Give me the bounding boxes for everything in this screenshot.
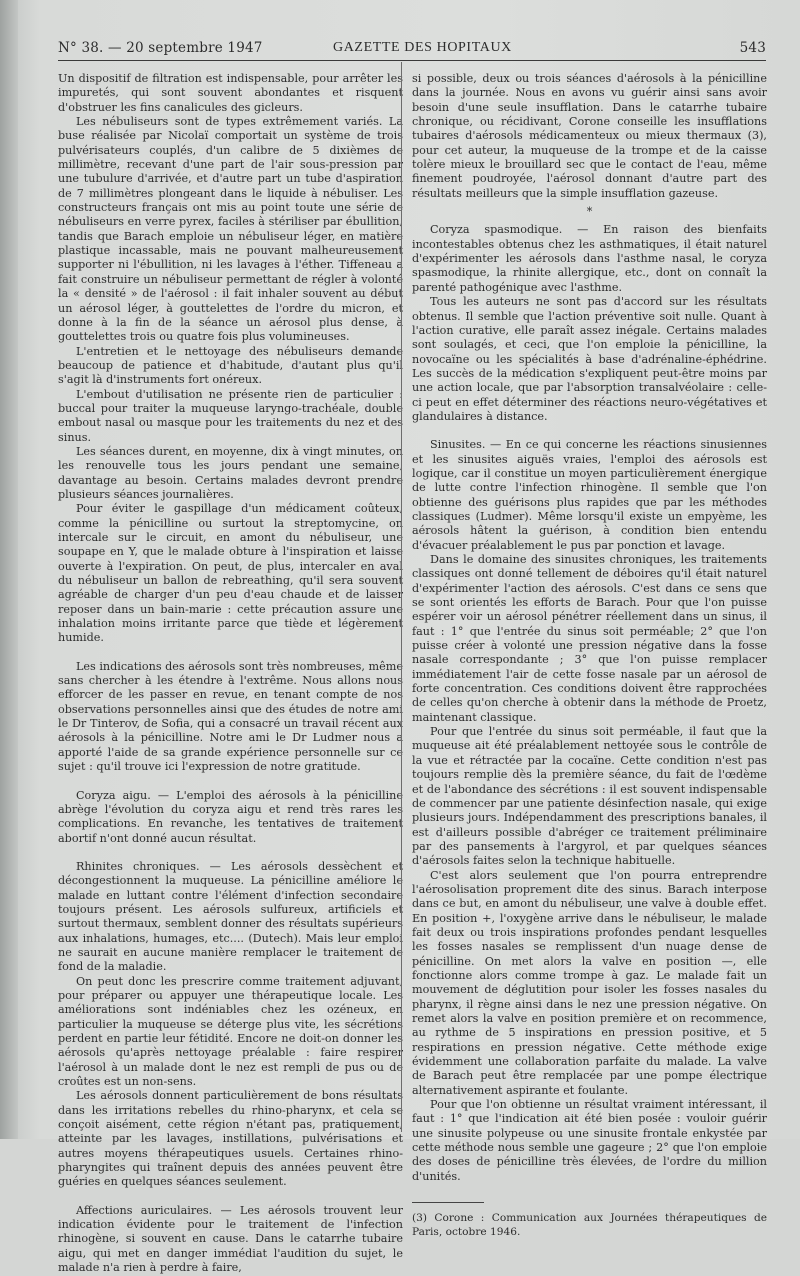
paragraph: L'embout d'utilisation ne présente rien de particulier : buccal pour traiter la muqueuse laryngo-trachéale, double embout nasal ou masque pour les traitements du nez et des sinus. bbox=[58, 387, 403, 444]
paragraph: Les aérosols donnent particulièrement de bons résultats dans les irritations rebelles du rhino-pharynx, et cela se conçoit aisément, cette région n'étant pas, pratiquement, atteinte par les lavages, instillations, pulvérisations et autres moyens thérapeutiques usuels. Certaines rhino-pharyngites qui traînent depuis des années peuvent être guéries en quelques séances seulement. bbox=[58, 1089, 403, 1189]
footnote: (3) Corone : Communication aux Journées thérapeutiques de Paris, octobre 1946. bbox=[412, 1212, 767, 1239]
paragraph: Tous les auteurs ne sont pas d'accord sur les résultats obtenus. Il semble que l'action préventive soit nulle. Quant à l'action curative, elle paraît assez inégale. Certains malades sont soulagés, et ceci, que l'on emploie la pénicilline, la novocaïne ou les spécialités à base d'adrénaline-éphédrine. Les succès de la médication s'expliquent peut-être moins par une action locale, que par l'absorption transalvéolaire : celle-ci peut en effet déterminer des réactions neuro-végétatives et glandulaires à distance. bbox=[412, 295, 767, 423]
issue-date: N° 38. — 20 septembre 1947 bbox=[58, 40, 263, 56]
paragraph: * bbox=[586, 205, 593, 219]
left-column bbox=[58, 72, 403, 1276]
paragraph: On peut donc les prescrire comme traitement adjuvant, pour préparer ou appuyer une thérapeutique locale. Les améliorations sont indéniables chez les ozéneux, en particulier la muqueuse se déterge plus vite, les sécrétions perdent en partie leur fétidité. Encore ne doit-on donner les aérosols qu'après nettoyage préalable : faire respirer l'aérosol à un malade dont le nez est rempli de pus ou de croûtes est un non-sens. bbox=[58, 974, 403, 1089]
header-rule bbox=[58, 60, 766, 61]
journal-title: GAZETTE DES HOPITAUX bbox=[333, 40, 512, 55]
paragraph: Pour que l'on obtienne un résultat vraiment intéressant, il faut : 1° que l'indication ait été bien posée : vouloir guérir une sinusite polypeuse ou une sinusite frontale enkystée par cette méthode nous semble une gageure ; 2° que l'on emploie des doses de pénicilline très élevées, de l'ordre du million d'unités. bbox=[412, 1098, 767, 1183]
footnote-rule bbox=[412, 1202, 484, 1203]
paragraph: Un dispositif de filtration est indispensable, pour arrêter les impuretés, qui sont souvent abondantes et risquent d'obstruer les fins canalicules des gicleurs. bbox=[58, 72, 403, 114]
paragraph: Pour éviter le gaspillage d'un médicament coûteux, comme la pénicilline ou surtout la streptomycine, on intercale sur le circuit, en amont du nébuliseur, une soupape en Y, que le malade obture à l'inspiration et laisse ouverte à l'expiration. On peut, de plus, intercaler en aval du nébuliseur un ballon de rebreathing, qu'il sera souvent agréable de charger d'un peu d'eau chaude et de laisser reposer dans un bain-marie : cette précaution assure une inhalation moins irritante parce que tiède et légèrement humide. bbox=[58, 502, 403, 645]
paragraph: Coryza spasmodique. — En raison des bienfaits incontestables obtenus chez les asthmatiques, il était naturel d'expérimenter les aérosols dans l'asthme nasal, le coryza spasmodique, la rhinite allergique, etc., dont on connaît la parenté pathogénique avec l'asthme. bbox=[412, 223, 767, 294]
paragraph: Les nébuliseurs sont de types extrêmement variés. La buse réalisée par Nicolaï comportait un système de trois pulvérisateurs couplés, d'un calibre de 5 dixièmes de millimètre, recevant d'une part de l'air sous-pression par une tubulure d'arrivée, et d'autre part un tube d'aspiration de 7 millimètres plongeant dans le liquide à nébuliser. Les constructeurs français ont mis au point toute une série de nébuliseurs en verre pyrex, faciles à stériliser par ébullition, tandis que Barach emploie un nébuliseur léger, en matière plastique incassable, mais ne pouvant malheureusement supporter ni l'ébullition, ni les lavages à l'éther. Tiffeneau a fait construire un nébuliseur permettant de régler à volonté la « densité » de l'aérosol : il fait inhaler souvent au début un aérosol léger, à gouttelettes de l'ordre du micron, et donne à la fin de la séance un aérosol plus dense, à gouttelettes trois ou quatre fois plus volumineuses. bbox=[58, 115, 403, 344]
paragraph: Les séances durent, en moyenne, dix à vingt minutes, on les renouvelle tous les jours pendant une semaine, davantage au besoin. Certains malades devront prendre plusieurs séances journalières. bbox=[58, 444, 403, 501]
paragraph: Les indications des aérosols sont très nombreuses, même sans chercher à les étendre à l'extrême. Nous allons nous efforcer de les passer en revue, en tenant compte de nos observations personnelles ainsi que des études de notre ami le Dr Tinterov, de Sofia, qui a consacré un travail récent aux aérosols à la pénicilline. Notre ami le Dr Ludmer nous a apporté l'aide de sa grande expérience personnelle sur ce sujet : qu'il trouve ici l'expression de notre gratitude. bbox=[58, 659, 403, 774]
paragraph: L'entretien et le nettoyage des nébuliseurs demande beaucoup de patience et d'habitude, d'autant plus qu'il s'agit là d'instruments fort onéreux. bbox=[58, 344, 403, 387]
column-divider bbox=[401, 62, 402, 1132]
page-binding-edge bbox=[0, 0, 18, 1139]
paragraph: si possible, deux ou trois séances d'aérosols à la pénicilline dans la journée. Nous en avons vu guérir ainsi sans avoir besoin d'une seule insufflation. Dans le catarrhe tubaire chronique, ou récidivant, Corone conseille les insufflations tubaires d'aérosols médicamenteux ou mieux thermaux (3), pour cet auteur, la muqueuse de la trompe et de la caisse tolère mieux le brouillard sec que le contact de l'eau, même finement poudroyée, l'aérosol donnant d'autre part des résultats meilleurs que la simple insufflation gazeuse. bbox=[412, 72, 767, 200]
page-header bbox=[58, 38, 798, 60]
paragraph: Coryza aigu. — L'emploi des aérosols à la pénicilline abrège l'évolution du coryza aigu et rend très rares les complications. En revanche, les tentatives de traitement abortif n'ont donné aucun résultat. bbox=[58, 788, 403, 845]
page-number: 543 bbox=[739, 40, 766, 56]
paragraph: Pour que l'entrée du sinus soit perméable, il faut que la muqueuse ait été préalablement nettoyée sous le contrôle de la vue et rétractée par la cocaïne. Cette condition n'est pas toujours remplie dès la première séance, du fait de l'œdème et de l'abondance des sécrétions : il est souvent indispensable de commencer par une patiente désinfection nasale, qui exige plusieurs jours. Indépendamment des prescriptions banales, il est d'ailleurs possible d'abréger ce traitement préliminaire par des pansements à l'argyrol, et par quelques séances d'aérosols faites selon la technique habituelle. bbox=[412, 725, 767, 868]
paragraph: Affections auriculaires. — Les aérosols trouvent leur indication évidente pour le traitement de l'infection rhinogène, si souvent en cause. Dans le catarrhe tubaire aigu, qui met en danger immédiat l'audition du sujet, le malade n'a rien à perdre à faire, bbox=[58, 1203, 403, 1275]
paragraph: Dans le domaine des sinusites chroniques, les traitements classiques ont donné tellement de déboires qu'il était naturel d'expérimenter l'action des aérosols. C'est dans ce sens que se sont orientés les efforts de Barach. Pour que l'on puisse espérer voir un aérosol pénétrer réellement dans un sinus, il faut : 1° que l'entrée du sinus soit perméable; 2° que l'on puisse créer à volonté une pression négative dans la fosse nasale correspondante ; 3° que l'on puisse remplacer immédiatement l'air de cette fosse nasale par un aérosol de forte concentration. Ces conditions doivent être rapprochées de celles qu'on cherche à obtenir dans la méthode de Proetz, maintenant classique. bbox=[412, 553, 767, 724]
paragraph: C'est alors seulement que l'on pourra entreprendre l'aérosolisation proprement dite des sinus. Barach interpose dans ce but, en amont du nébuliseur, une valve à double effet. En position +, l'oxygène arrive dans le nébuliseur, le malade fait deux ou trois inspirations profondes pendant lesquelles les fosses nasales se remplissent d'un nuage dense de pénicilline. On met alors la valve en position —, elle fonctionne alors comme trompe à gaz. Le malade fait un mouvement de déglutition pour isoler les fosses nasales du pharynx, il règne ainsi dans le nez une pression négative. On remet alors la valve en position première et on recommence, au rythme de 5 inspirations en pression positive, et 5 respirations en pression négative. Cette méthode exige évidemment une collaboration parfaite du malade. La valve de Barach peut être remplacée par une pompe électrique alternativement aspirante et foulante. bbox=[412, 868, 767, 1097]
paragraph: Sinusites. — En ce qui concerne les réactions sinusiennes et les sinusites aiguës vraies, l'emploi des aérosols est logique, car il constitue un moyen particulièrement énergique de lutte contre l'infection rhinogène. Il semble que l'on obtienne des guérisons plus rapides que par les méthodes classiques (Ludmer). Même lorsqu'il existe un empyème, les aérosols hâtent la guérison, à condition bien entendu d'évacuer préalablement le pus par ponction et lavage. bbox=[412, 438, 767, 552]
right-column bbox=[412, 72, 767, 1240]
paragraph: Rhinites chroniques. — Les aérosols dessèchent et décongestionnent la muqueuse. La pénicilline améliore le malade en luttant contre l'élément d'infection secondaire toujours présent. Les aérosols sulfureux, artificiels et surtout thermaux, semblent donner des résultats supérieurs aux inhalations, humages, etc.... (Dutech). Mais leur emploi ne saurait en aucune manière remplacer le traitement de fond de la maladie. bbox=[58, 859, 403, 974]
